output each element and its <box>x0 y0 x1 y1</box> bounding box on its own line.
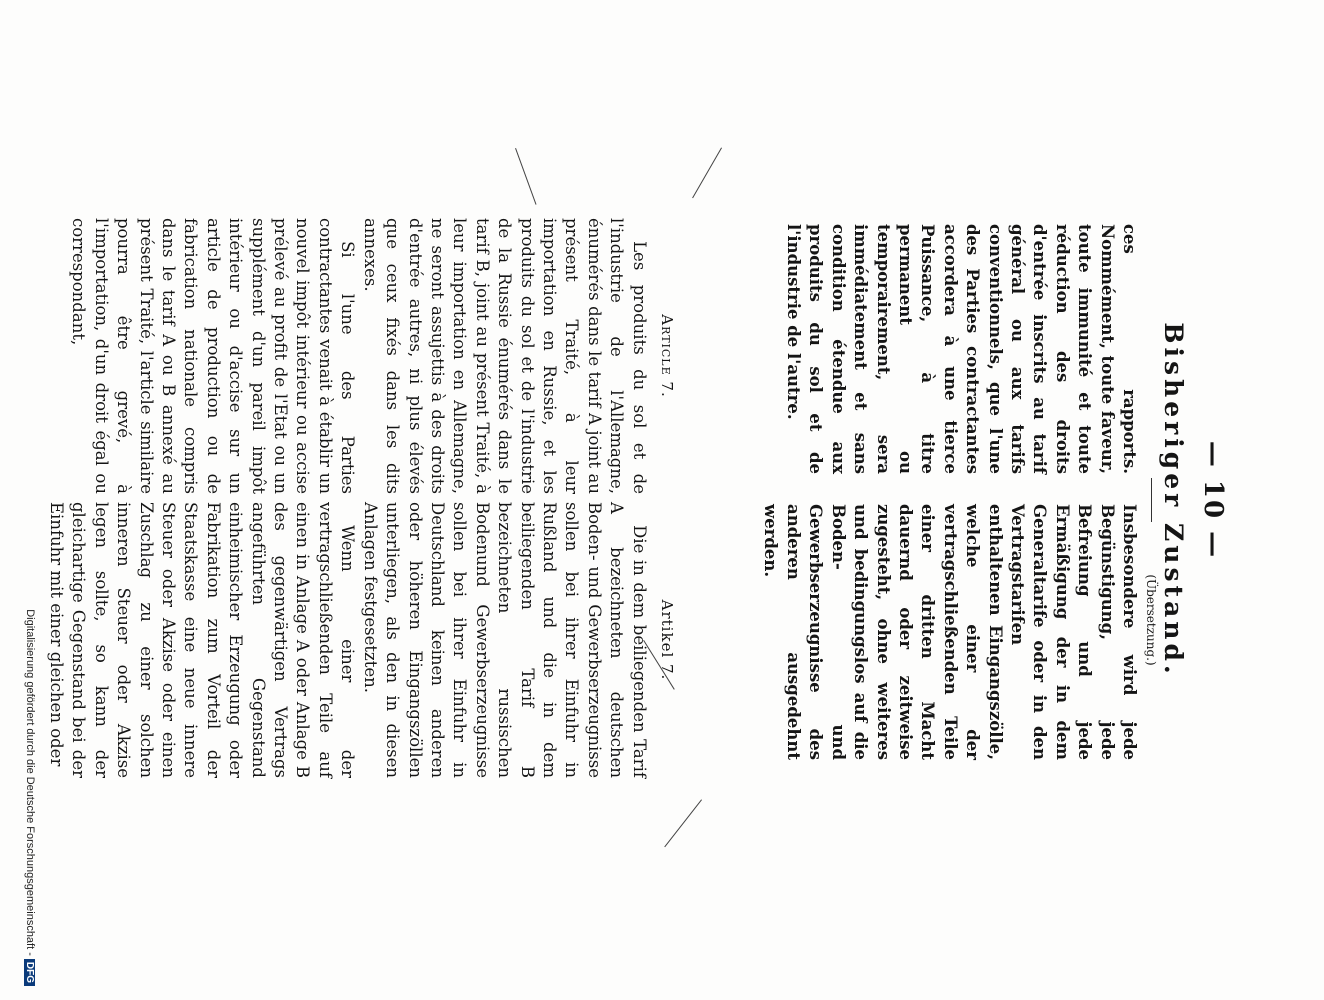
article-7-french <box>67 218 678 494</box>
pencil-mark <box>515 148 536 205</box>
dfg-logo: DFG <box>24 959 35 986</box>
article-heading-de: Artikel 7. <box>658 599 676 681</box>
pencil-mark <box>692 148 722 199</box>
translation-note: (Übersetzung.) <box>1144 574 1158 666</box>
french-text-top <box>782 224 1141 474</box>
pencil-mark <box>664 799 702 847</box>
article-heading-fr: Article 7. <box>658 314 676 398</box>
article-fr-paragraph-2: Si l'une des Parties contractantes venait à établir un nouvel impôt intérieur ou accise prélevé au profit de l'Etat ou un supplément d'un pareil impôt intérieur ou d'accise sur un article de production ou de fabrication nationale compris dans le tarif A ou B annexé au présent Traité, l'article similaire pourra être grevé, à l'importation, d'un droit égal ou correspondant, <box>69 218 358 494</box>
german-paragraph: Insbesondere wird jede Begünstigung, jede Befreiung und jede Ermäßigung der in dem Generaltarife oder in den Vertragstarifen enthaltenen Eingangszölle, welche einer der vertragschließenden Teile einer dritten Macht dauernd oder zeitweise zugesteht, ohne weiteres und bedingungslos auf die Boden- und Gewerbserzeugnisse des anderen ausgedehnt werden. <box>761 504 1139 760</box>
page-number: — 10 — <box>1198 440 1228 560</box>
german-text-top <box>759 504 1140 760</box>
credit-text: Digitalisierung gefördert durch die Deutsche Forschungsgemeinschaft - <box>24 609 36 956</box>
french-paragraph: ces rapports. Nommément, toute faveur, toute immunité et toute réduction des droits d'entrée inscrits au tarif général ou aux tarifs conventionnels, que l'une des Parties contractantes accordera à une tierce Puissance, à titre permanent ou temporairement, sera immédiatement et sans condition étendue aux produits du sol et de l'industrie de l'autre. <box>783 224 1139 474</box>
digitization-credit <box>24 6 36 986</box>
article-7-german <box>45 502 678 778</box>
article-de-paragraph-1: Die in dem beiliegenden Tarif A bezeichneten deutschen Boden- und Gewerbserzeugnisse sollen bei ihrer Einfuhr in Rußland und die in dem beiliegenden Tarif B bezeichneten russischen Bodenund Gewerbserzeugnisse sollen bei ihrer Einfuhr in Deutschland keinen anderen oder höheren Eingangszöllen unterliegen, als den in diesen Anlagen festgesetzten. <box>360 502 649 778</box>
article-de-paragraph-2: Wenn einer der vertragschließenden Teile auf einen in Anlage A oder Anlage B des gegenwärtigen Vertrags angeführten Gegenstand einheimischer Erzeugung oder Fabrikation zum Vorteil der Staatskasse eine neue innere Steuer oder Akzise oder einen Zuschlag zu einer solchen inneren Steuer oder Akzise legen sollte, so kann der gleichartige Gegenstand bei der Einfuhr mit einer gleichen oder <box>47 502 358 778</box>
page-title: Bisheriger Zustand. <box>1159 322 1188 678</box>
article-fr-paragraph-1: Les produits du sol et de l'industrie de l'Allemagne, énumérés dans le tarif A joint au présent Traité, à leur importation en Russie, et les produits du sol et de l'industrie de la Russie énumérés dans le tarif B, joint au présent Traité, à leur importation en Allemagne, ne seront assujettis à des droits d'entrée autres, ni plus élevés que ceux fixés dans les dits annexes. <box>360 218 649 494</box>
